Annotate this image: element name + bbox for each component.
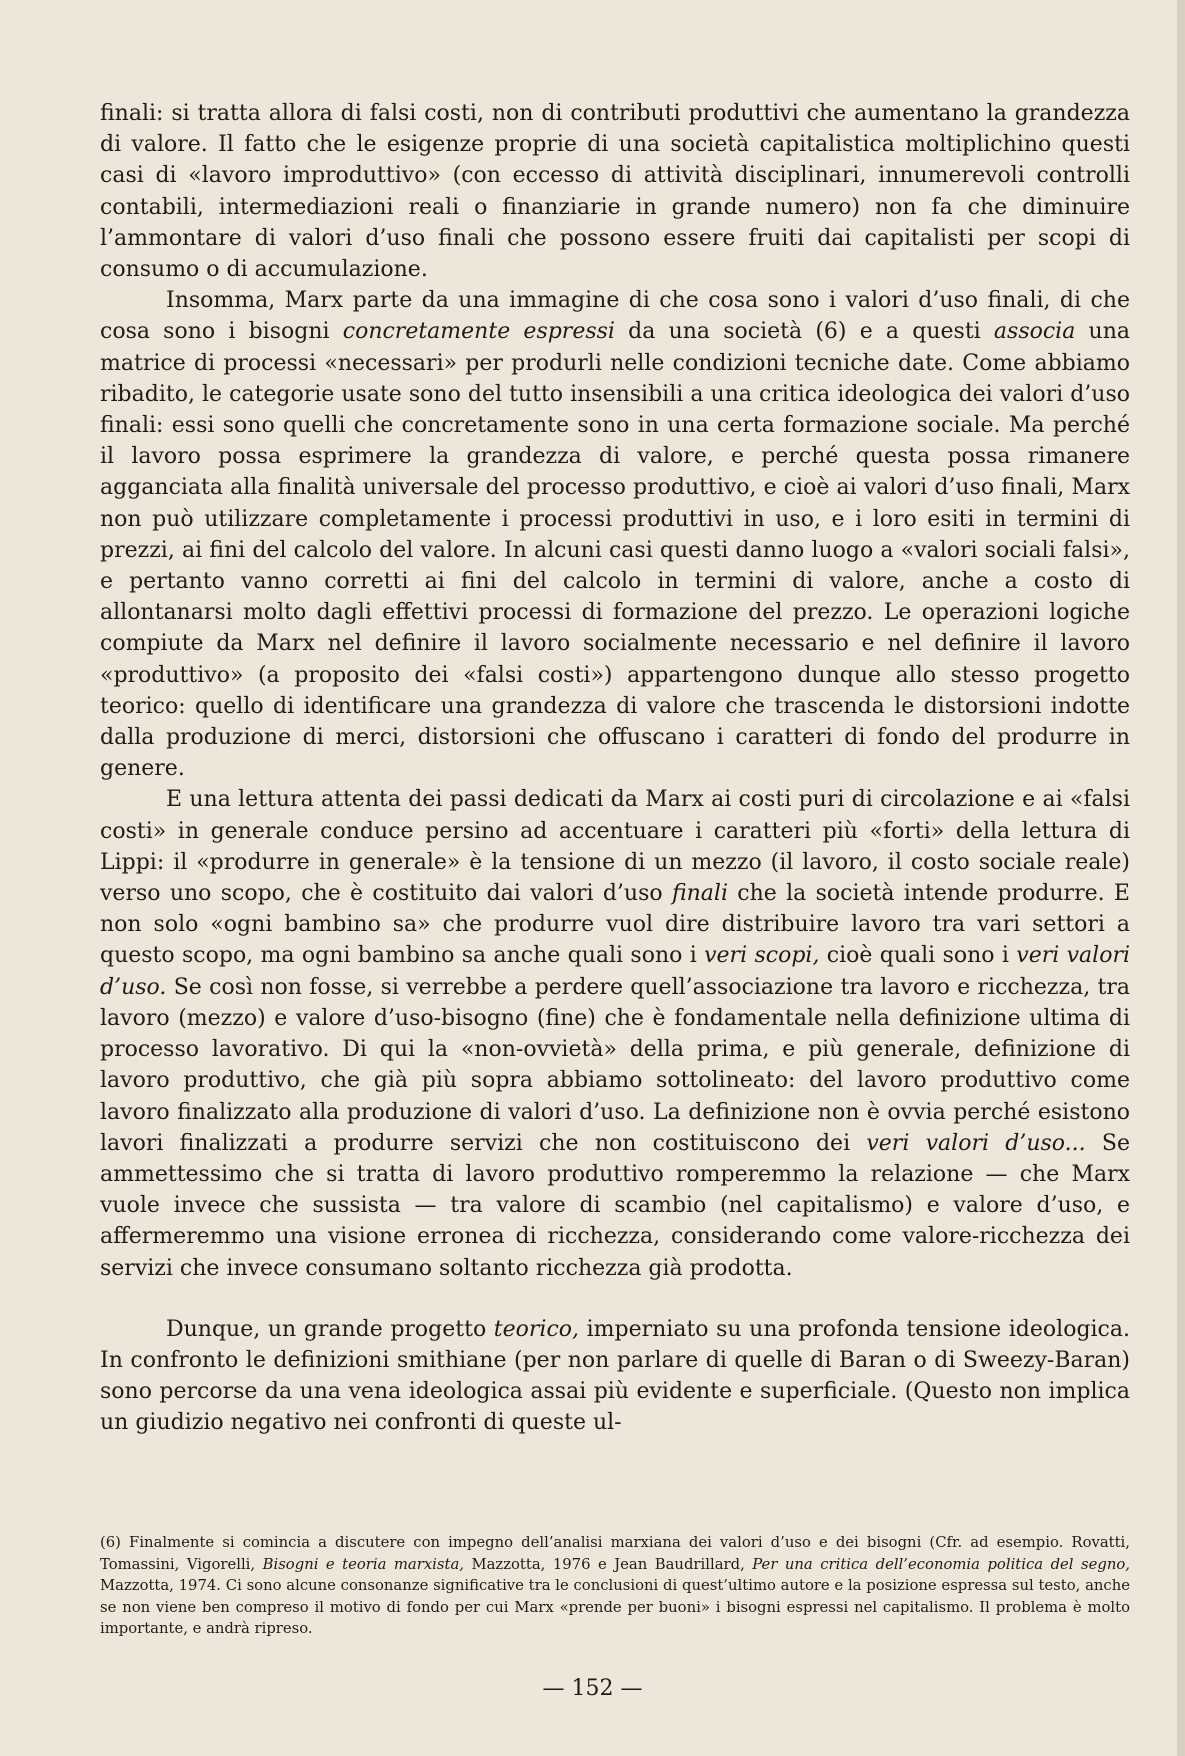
paragraph-3-run-7: Se così non fosse, si verrebbe a perdere quell’associazione tra lavoro e ricchezza, tra lavoro (mezzo) e valore d’uso-bisogno (fine) che è fondamentale nella definizione ultima di processo lavorativo. Di qui la «non-ovvietà» della prima, e più generale, definizione di lavoro produttivo, che già più sopra abbiamo sottolineato: del lavoro produttivo come lavoro finalizzato alla produzione di valori d’uso. La definizione non è ovvia perché esistono lavori finalizzati a produrre servizi che non costituiscono dei <box>100 974 1130 1156</box>
paragraph-1 <box>100 98 1130 285</box>
paragraph-3-run-1: E una lettura attenta dei passi dedicati da Marx ai costi puri di circolazione e ai «falsi costi» in generale conduce persino ad accentuare i caratteri più «forti» della lettura di Lippi: il «produrre in generale» è la tensione di un mezzo (il lavoro, il costo sociale reale) verso uno scopo, che è costituito dai valori d’uso <box>100 787 1130 907</box>
paragraph-3-run-9: Se ammettessimo che si tratta di lavoro produttivo romperemmo la relazione — che Marx vuole invece che sussista — tra valore di scambio (nel capitalismo) e valore d’uso, e affermeremmo una visione erronea di ricchezza, considerando come valore-ricchezza dei servizi che invece consumano soltanto ricchezza già prodotta. <box>100 1130 1130 1281</box>
body-text <box>100 98 1130 1439</box>
paragraph-2-run-2: concretamente espressi <box>342 319 615 345</box>
paragraph-3-run-8: veri valori d’uso... <box>866 1130 1086 1156</box>
paragraph-3-run-4: veri scopi, <box>704 943 820 969</box>
page-number: — 152 — <box>542 1676 643 1701</box>
footnote-run-4: Per una critica dell’economia politica del segno, <box>752 1555 1130 1573</box>
footnote-run-2: Bisogni e teoria marxista, <box>262 1555 464 1573</box>
paragraph-3-run-2: finali <box>671 881 728 907</box>
paragraph-4-run-2: teorico, <box>493 1316 580 1342</box>
paragraph-1-run-1: finali: si tratta allora di falsi costi, non di contributi produttivi che aumentano la grandezza di valore. Il fatto che le esigenze proprie di una società capitalistica moltiplichino questi casi di «lavoro improduttivo» (con eccesso di attività disciplinari, innumerevoli controlli contabili, intermediazioni reali o finanziarie in grande numero) non fa che diminuire l’ammontare di valori d’uso finali che possono essere fruiti dai capitalisti per scopi di consumo o di accumulazione. <box>100 101 1130 283</box>
paragraph-2-run-5: una matrice di processi «necessari» per produrli nelle condizioni tecniche date. Come abbiamo ribadito, le categorie usate sono del tutto insensibili a una critica ideologica dei valori d’uso finali: essi sono quelli che concretamente sono in una certa formazione sociale. Ma perché il lavoro possa esprimere la grandezza di valore, e perché questa possa rimanere agganciata alla finalità universale del processo produttivo, e cioè ai valori d’uso finali, Marx non può utilizzare completamente i processi produttivi in uso, e i loro esiti in termini di prezzi, ai fini del calcolo del valore. In alcuni casi questi danno luogo a «valori sociali falsi», e pertanto vanno corretti ai fini del calcolo in termini di valore, anche a costo di allontanarsi molto dagli effettivi processi di formazione del prezzo. Le operazioni logiche compiute da Marx nel definire il lavoro socialmente necessario e nel definire il lavoro «produttivo» (a proposito dei «falsi costi») appartengono dunque allo stesso progetto teorico: quello di identificare una grandezza di valore che trascenda le distorsioni indotte dalla produzione di merci, distorsioni che offuscano i caratteri di fondo del produrre in genere. <box>100 319 1130 782</box>
paragraph-2-run-3: da una società (6) e a questi <box>614 319 994 345</box>
paragraph-3-run-3: che la società intende produrre. E non solo «ogni bambino sa» che produrre vuol dire distribuire lavoro tra vari settori a questo scopo, ma ogni bambino sa anche quali sono i <box>100 881 1130 969</box>
paragraph-4 <box>100 1314 1130 1439</box>
paragraph-3-run-5: cioè quali sono i <box>819 943 1017 969</box>
page-edge-shadow <box>1177 0 1185 1756</box>
footnote-run-1: (6) Finalmente si comincia a discutere con impegno dell’analisi marxiana dei valori d’uso e dei bisogni (Cfr. ad esempio. Rovatti, Tomassini, Vigorelli, <box>100 1534 1130 1573</box>
footnote-run-5: Mazzotta, 1974. Ci sono alcune consonanze significative tra le conclusioni di quest’ultimo autore e la posizione espressa sul testo, anche se non viene ben compreso il motivo di fondo per cui Marx «prende per buoni» i bisogni espressi nel capitalismo. Il problema è molto importante, e andrà ripreso. <box>100 1577 1130 1637</box>
paragraph-3 <box>100 784 1130 1283</box>
paragraph-4-run-3: imperniato su una profonda tensione ideologica. In confronto le definizioni smithiane (per non parlare di quelle di Baran o di Sweezy-Baran) sono percorse da una vena ideologica assai più evidente e superficiale. (Questo non implica un giudizio negativo nei confronti di queste ul- <box>100 1316 1130 1436</box>
paragraph-2 <box>100 285 1130 784</box>
footnote-run-3: Mazzotta, 1976 e Jean Baudrillard, <box>463 1555 753 1573</box>
paragraph-2-run-1: Insomma, Marx parte da una immagine di che cosa sono i valori d’uso finali, di che cosa sono i bisogni <box>100 288 1130 345</box>
paragraph-2-run-4: associa <box>993 319 1076 345</box>
paragraph-3-run-6: veri valori d’uso. <box>100 943 1130 1000</box>
footnote <box>100 1532 1130 1640</box>
paragraph-4-run-1: Dunque, un grande progetto <box>166 1316 494 1342</box>
